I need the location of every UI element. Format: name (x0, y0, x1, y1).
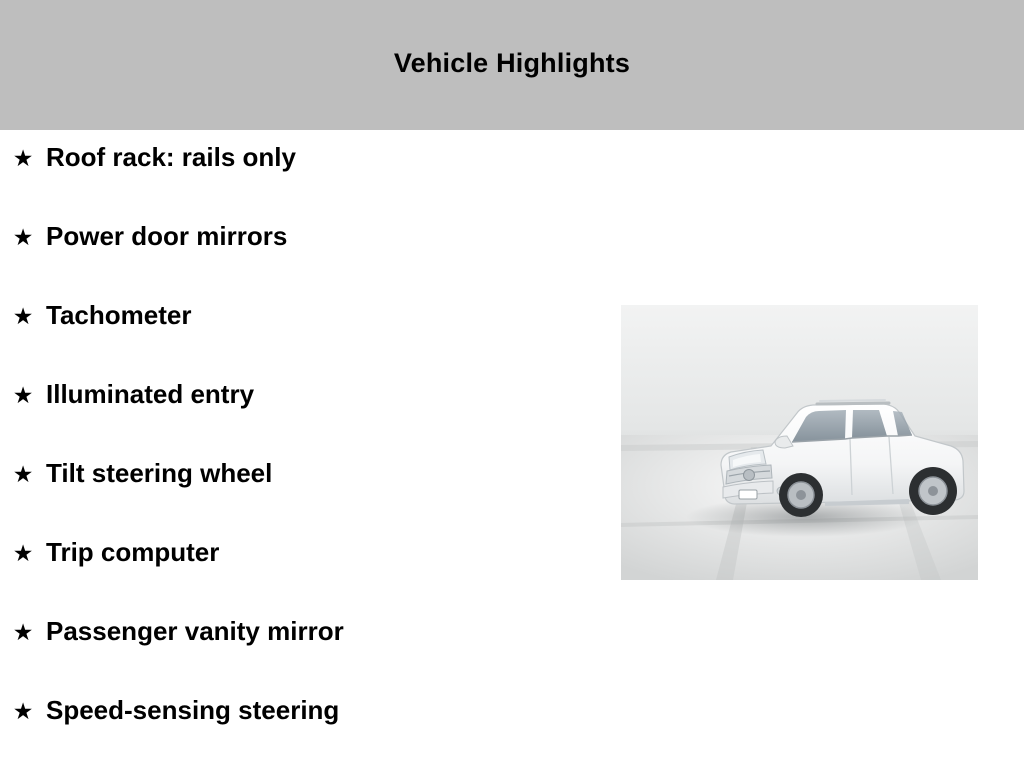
feature-label: Trip computer (46, 537, 220, 567)
feature-label: Roof rack: rails only (46, 142, 296, 172)
star-bullet-icon: ★ (12, 698, 34, 724)
feature-label: Tilt steering wheel (46, 458, 273, 488)
feature-label: Speed-sensing steering (46, 695, 340, 725)
star-bullet-icon: ★ (12, 145, 34, 171)
feature-label: Passenger vanity mirror (46, 616, 344, 646)
feature-label: Power door mirrors (46, 221, 288, 251)
star-bullet-icon: ★ (12, 619, 34, 645)
star-bullet-icon: ★ (12, 303, 34, 329)
list-item (0, 458, 620, 537)
list-item (0, 616, 620, 695)
list-item (0, 221, 620, 300)
vehicle-photo-image (621, 305, 978, 580)
star-bullet-icon: ★ (12, 461, 34, 487)
list-item (0, 300, 620, 379)
vehicle-photo (621, 305, 978, 580)
feature-list (0, 142, 620, 774)
star-bullet-icon: ★ (12, 540, 34, 566)
star-bullet-icon: ★ (12, 224, 34, 250)
feature-label: Tachometer (46, 300, 192, 330)
feature-label: Illuminated entry (46, 379, 255, 409)
list-item (0, 537, 620, 616)
list-item (0, 695, 620, 774)
list-item (0, 379, 620, 458)
list-item (0, 142, 620, 221)
page-title: Vehicle Highlights (393, 48, 631, 78)
star-bullet-icon: ★ (12, 382, 34, 408)
